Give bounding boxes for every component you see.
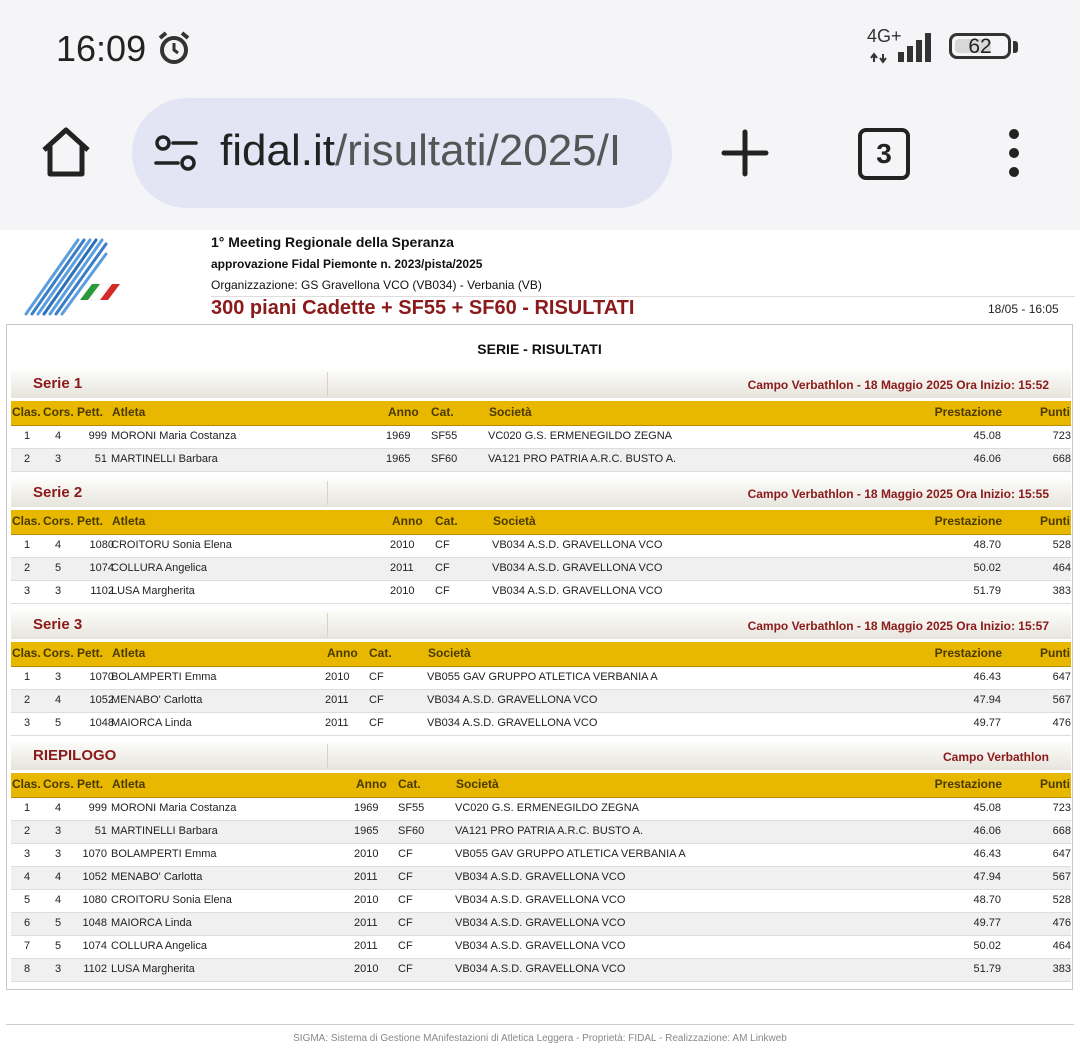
cell-atleta: CROITORU Sonia Elena — [111, 894, 232, 906]
cell-anno: 1969 — [354, 802, 379, 814]
col-cat: Cat. — [435, 514, 458, 528]
more-menu-icon[interactable] — [1000, 128, 1028, 178]
cell-pett: 51 — [94, 825, 107, 837]
series-header — [11, 370, 1071, 398]
col-pett: Pett. — [77, 777, 104, 791]
cell-cat: CF — [398, 894, 413, 906]
cell-societa: VB055 GAV GRUPPO ATLETICA VERBANIA A — [427, 671, 658, 683]
series-header-split — [327, 481, 328, 505]
table-header — [11, 510, 1071, 535]
col-prestazione: Prestazione — [934, 777, 1002, 791]
cell-prestazione: 47.94 — [973, 871, 1001, 883]
cell-cat: CF — [398, 940, 413, 952]
panel-title: SERIE - RISULTATI — [477, 341, 602, 357]
col-cors: Cors. — [43, 777, 74, 791]
col-clas: Clas. — [12, 646, 41, 660]
table-row — [11, 449, 1071, 472]
new-tab-icon[interactable] — [720, 128, 770, 178]
table-row — [11, 821, 1071, 844]
cell-cat: CF — [398, 963, 413, 975]
series-header-split — [327, 613, 328, 637]
cell-cat: SF55 — [398, 802, 425, 814]
cell-cors: 5 — [55, 940, 62, 952]
col-atleta: Atleta — [112, 514, 146, 528]
cell-pett: 1052 — [89, 694, 114, 706]
cell-punti: 647 — [1052, 848, 1071, 860]
table-header — [11, 642, 1071, 667]
event-datetime: 18/05 - 16:05 — [988, 302, 1059, 316]
cell-punti: 383 — [1052, 963, 1071, 975]
approval-text: approvazione Fidal Piemonte n. 2023/pista/2025 — [211, 257, 483, 271]
cell-clas: 3 — [24, 717, 31, 729]
table-row — [11, 535, 1071, 558]
col-societa: Società — [489, 405, 532, 419]
cell-cors: 4 — [55, 802, 62, 814]
cell-cat: SF60 — [431, 453, 458, 465]
cell-prestazione: 47.94 — [973, 694, 1001, 706]
cell-societa: VB034 A.S.D. GRAVELLONA VCO — [427, 694, 598, 706]
cell-cors: 5 — [55, 562, 62, 574]
cell-anno: 2010 — [390, 539, 415, 551]
cell-atleta: MARTINELLI Barbara — [111, 825, 218, 837]
cell-cors: 3 — [55, 671, 62, 683]
series-header — [11, 611, 1071, 639]
col-prestazione: Prestazione — [934, 514, 1002, 528]
cell-clas: 2 — [24, 694, 31, 706]
cell-anno: 1969 — [386, 430, 411, 442]
cell-cat: CF — [369, 717, 384, 729]
col-atleta: Atleta — [112, 646, 146, 660]
table-row — [11, 936, 1071, 959]
cell-societa: VB055 GAV GRUPPO ATLETICA VERBANIA A — [455, 848, 686, 860]
cell-prestazione: 51.79 — [973, 585, 1001, 597]
cell-societa: VB034 A.S.D. GRAVELLONA VCO — [455, 940, 626, 952]
cell-punti: 476 — [1052, 917, 1071, 929]
cell-anno: 2011 — [325, 694, 349, 706]
cell-societa: VB034 A.S.D. GRAVELLONA VCO — [455, 894, 626, 906]
cell-cat: SF60 — [398, 825, 425, 837]
cell-prestazione: 51.79 — [973, 963, 1001, 975]
cell-prestazione: 48.70 — [973, 894, 1001, 906]
cell-cat: CF — [398, 871, 413, 883]
table-row — [11, 959, 1071, 982]
cell-atleta: MENABO' Carlotta — [111, 694, 203, 706]
cell-atleta: BOLAMPERTI Emma — [111, 848, 217, 860]
cell-clas: 5 — [24, 894, 31, 906]
cell-prestazione: 45.08 — [973, 802, 1001, 814]
cell-cors: 5 — [55, 917, 62, 929]
col-anno: Anno — [356, 777, 387, 791]
cell-clas: 6 — [24, 917, 31, 929]
cell-pett: 1074 — [89, 562, 114, 574]
col-societa: Società — [493, 514, 536, 528]
series-info: Campo Verbathlon - 18 Maggio 2025 Ora Inizio: 15:57 — [747, 619, 1049, 633]
cell-prestazione: 45.08 — [973, 430, 1001, 442]
cell-societa: VB034 A.S.D. GRAVELLONA VCO — [492, 585, 663, 597]
cell-cat: SF55 — [431, 430, 458, 442]
cell-punti: 383 — [1052, 585, 1071, 597]
cell-societa: VA121 PRO PATRIA A.R.C. BUSTO A. — [488, 453, 677, 465]
organization-text: Organizzazione: GS Gravellona VCO (VB034) - Verbania (VB) — [211, 278, 542, 292]
cell-cat: CF — [369, 671, 384, 683]
cell-clas: 2 — [24, 562, 31, 574]
cell-clas: 2 — [24, 825, 31, 837]
cell-anno: 2010 — [354, 963, 379, 975]
cell-atleta: MARTINELLI Barbara — [111, 453, 218, 465]
col-prestazione: Prestazione — [934, 646, 1002, 660]
cell-atleta: MORONI Maria Costanza — [111, 430, 237, 442]
cell-anno: 2011 — [354, 871, 378, 883]
cell-pett: 1102 — [83, 963, 107, 975]
series-name: Serie 2 — [33, 484, 83, 501]
signal-icon — [870, 30, 940, 64]
cell-punti: 567 — [1052, 694, 1071, 706]
series-info: Campo Verbathlon — [942, 750, 1049, 764]
cell-cors: 4 — [55, 894, 62, 906]
col-cat: Cat. — [369, 646, 392, 660]
col-cat: Cat. — [398, 777, 421, 791]
col-cors: Cors. — [43, 514, 74, 528]
cell-societa: VC020 G.S. ERMENEGILDO ZEGNA — [488, 430, 672, 442]
cell-cors: 4 — [55, 430, 62, 442]
col-anno: Anno — [392, 514, 423, 528]
results-panel — [6, 324, 1073, 990]
table-row — [11, 558, 1071, 581]
table-row — [11, 581, 1071, 604]
table-row — [11, 844, 1071, 867]
meeting-title: 1° Meeting Regionale della Speranza — [211, 234, 454, 250]
url-path: /risultati/2025/I — [334, 126, 622, 175]
url-text[interactable] — [220, 126, 660, 176]
cell-anno: 1965 — [386, 453, 411, 465]
results-table — [11, 510, 1071, 604]
cell-societa: VC020 G.S. ERMENEGILDO ZEGNA — [455, 802, 639, 814]
series-name: Serie 3 — [33, 616, 83, 633]
cell-clas: 1 — [24, 430, 31, 442]
cell-anno: 2010 — [390, 585, 415, 597]
battery-tip — [1013, 41, 1018, 53]
cell-cors: 4 — [55, 871, 62, 883]
cell-atleta: MAIORCA Linda — [111, 717, 192, 729]
cell-pett: 1048 — [89, 717, 114, 729]
series-header — [11, 479, 1071, 507]
network-type: 4G+ — [867, 26, 902, 46]
table-row — [11, 798, 1071, 821]
table-row — [11, 713, 1071, 736]
col-anno: Anno — [388, 405, 419, 419]
cell-pett: 1080 — [89, 539, 114, 551]
cell-anno: 2011 — [354, 940, 378, 952]
footer-text: SIGMA: Sistema di Gestione MAnifestazioni di Atletica Leggera - Proprietà: FIDAL - Realizzazione: AM Linkweb — [293, 1033, 787, 1044]
cell-prestazione: 48.70 — [973, 539, 1001, 551]
cell-prestazione: 50.02 — [973, 940, 1001, 952]
cell-cors: 3 — [55, 453, 62, 465]
cell-prestazione: 50.02 — [973, 562, 1001, 574]
cell-atleta: COLLURA Angelica — [111, 562, 207, 574]
cell-anno: 2011 — [354, 917, 378, 929]
cell-clas: 8 — [24, 963, 31, 975]
browser-chrome — [0, 0, 1080, 230]
table-header — [11, 401, 1071, 426]
cell-societa: VB034 A.S.D. GRAVELLONA VCO — [455, 963, 626, 975]
cell-cat: CF — [435, 562, 450, 574]
cell-pett: 1070 — [89, 671, 114, 683]
fidal-logo — [20, 236, 130, 320]
tab-switcher-icon[interactable]: 3 — [858, 128, 910, 180]
cell-pett: 1048 — [82, 917, 107, 929]
col-societa: Società — [428, 646, 471, 660]
cell-anno: 2010 — [354, 848, 379, 860]
cell-cat: CF — [435, 539, 450, 551]
footer-divider — [6, 1024, 1074, 1025]
status-time: 16:09 — [56, 28, 147, 69]
cell-societa: VB034 A.S.D. GRAVELLONA VCO — [492, 539, 663, 551]
url-domain: fidal.it — [220, 126, 335, 175]
cell-atleta: LUSA Margherita — [111, 585, 195, 597]
cell-punti: 464 — [1052, 562, 1071, 574]
cell-atleta: COLLURA Angelica — [111, 940, 207, 952]
col-cors: Cors. — [43, 646, 74, 660]
cell-anno: 2011 — [325, 717, 349, 729]
col-atleta: Atleta — [112, 405, 146, 419]
cell-cat: CF — [398, 848, 413, 860]
cell-punti: 723 — [1052, 802, 1071, 814]
cell-pett: 1080 — [82, 894, 107, 906]
series-header-split — [327, 372, 328, 396]
table-row — [11, 890, 1071, 913]
cell-clas: 3 — [24, 585, 31, 597]
cell-clas: 1 — [24, 539, 31, 551]
cell-pett: 999 — [88, 802, 107, 814]
cell-anno: 2011 — [390, 562, 414, 574]
cell-prestazione: 46.06 — [973, 453, 1001, 465]
cell-pett: 999 — [88, 430, 107, 442]
cell-pett: 1070 — [82, 848, 107, 860]
table-row — [11, 667, 1071, 690]
col-anno: Anno — [327, 646, 358, 660]
col-atleta: Atleta — [112, 777, 146, 791]
cell-prestazione: 46.06 — [973, 825, 1001, 837]
table-row — [11, 426, 1071, 449]
cell-punti: 567 — [1052, 871, 1071, 883]
cell-cors: 4 — [55, 694, 62, 706]
cell-punti: 476 — [1052, 717, 1071, 729]
address-bar[interactable] — [132, 98, 672, 208]
results-table — [11, 773, 1071, 982]
home-icon[interactable] — [38, 124, 94, 180]
cell-cors: 3 — [55, 963, 62, 975]
cell-cors: 5 — [55, 717, 62, 729]
cell-pett: 51 — [94, 453, 107, 465]
col-pett: Pett. — [77, 514, 104, 528]
cell-cors: 4 — [55, 539, 62, 551]
cell-atleta: MENABO' Carlotta — [111, 871, 203, 883]
series-header — [11, 742, 1071, 770]
results-table — [11, 642, 1071, 736]
cell-cors: 3 — [55, 585, 62, 597]
cell-societa: VB034 A.S.D. GRAVELLONA VCO — [455, 871, 626, 883]
cell-pett: 1102 — [90, 585, 114, 597]
cell-prestazione: 46.43 — [973, 671, 1001, 683]
cell-atleta: LUSA Margherita — [111, 963, 195, 975]
table-row — [11, 690, 1071, 713]
cell-clas: 4 — [24, 871, 31, 883]
cell-pett: 1052 — [82, 871, 107, 883]
col-clas: Clas. — [12, 777, 41, 791]
col-punti: Punti — [1040, 777, 1070, 791]
battery-level: 62 — [968, 35, 992, 58]
cell-atleta: MAIORCA Linda — [111, 917, 192, 929]
series-header-split — [327, 744, 328, 768]
cell-anno: 1965 — [354, 825, 379, 837]
cell-atleta: MORONI Maria Costanza — [111, 802, 237, 814]
cell-cat: CF — [369, 694, 384, 706]
cell-anno: 2010 — [354, 894, 379, 906]
cell-societa: VA121 PRO PATRIA A.R.C. BUSTO A. — [455, 825, 644, 837]
table-header — [11, 773, 1071, 798]
col-societa: Società — [456, 777, 499, 791]
col-cat: Cat. — [431, 405, 454, 419]
cell-atleta: CROITORU Sonia Elena — [111, 539, 232, 551]
series-name: RIEPILOGO — [33, 747, 117, 764]
cell-punti: 647 — [1052, 671, 1071, 683]
series-info: Campo Verbathlon - 18 Maggio 2025 Ora Inizio: 15:52 — [747, 378, 1049, 392]
col-punti: Punti — [1040, 514, 1070, 528]
table-row — [11, 867, 1071, 890]
results-table — [11, 401, 1071, 472]
col-clas: Clas. — [12, 405, 41, 419]
col-prestazione: Prestazione — [934, 405, 1002, 419]
cell-cors: 3 — [55, 825, 62, 837]
cell-cors: 3 — [55, 848, 62, 860]
cell-atleta: BOLAMPERTI Emma — [111, 671, 217, 683]
cell-punti: 668 — [1052, 825, 1071, 837]
cell-cat: CF — [435, 585, 450, 597]
cell-clas: 2 — [24, 453, 31, 465]
cell-punti: 723 — [1052, 430, 1071, 442]
col-pett: Pett. — [77, 405, 104, 419]
cell-prestazione: 49.77 — [973, 917, 1001, 929]
series-name: Serie 1 — [33, 375, 83, 392]
site-settings-icon[interactable] — [154, 133, 198, 173]
col-punti: Punti — [1040, 405, 1070, 419]
cell-punti: 668 — [1052, 453, 1071, 465]
series-info: Campo Verbathlon - 18 Maggio 2025 Ora Inizio: 15:55 — [747, 487, 1049, 501]
cell-societa: VB034 A.S.D. GRAVELLONA VCO — [492, 562, 663, 574]
col-punti: Punti — [1040, 646, 1070, 660]
table-row — [11, 913, 1071, 936]
cell-clas: 1 — [24, 802, 31, 814]
cell-prestazione: 46.43 — [973, 848, 1001, 860]
cell-pett: 1074 — [82, 940, 107, 952]
col-cors: Cors. — [43, 405, 74, 419]
cell-clas: 1 — [24, 671, 31, 683]
col-pett: Pett. — [77, 646, 104, 660]
cell-societa: VB034 A.S.D. GRAVELLONA VCO — [427, 717, 598, 729]
cell-clas: 7 — [24, 940, 31, 952]
cell-punti: 528 — [1052, 894, 1071, 906]
col-clas: Clas. — [12, 514, 41, 528]
cell-anno: 2010 — [325, 671, 350, 683]
alarm-icon — [156, 30, 192, 66]
cell-cat: CF — [398, 917, 413, 929]
cell-clas: 3 — [24, 848, 31, 860]
cell-punti: 528 — [1052, 539, 1071, 551]
cell-societa: VB034 A.S.D. GRAVELLONA VCO — [455, 917, 626, 929]
event-title: 300 piani Cadette + SF55 + SF60 - RISULTATI — [211, 297, 635, 319]
cell-prestazione: 49.77 — [973, 717, 1001, 729]
battery-icon — [949, 33, 1011, 59]
cell-punti: 464 — [1052, 940, 1071, 952]
